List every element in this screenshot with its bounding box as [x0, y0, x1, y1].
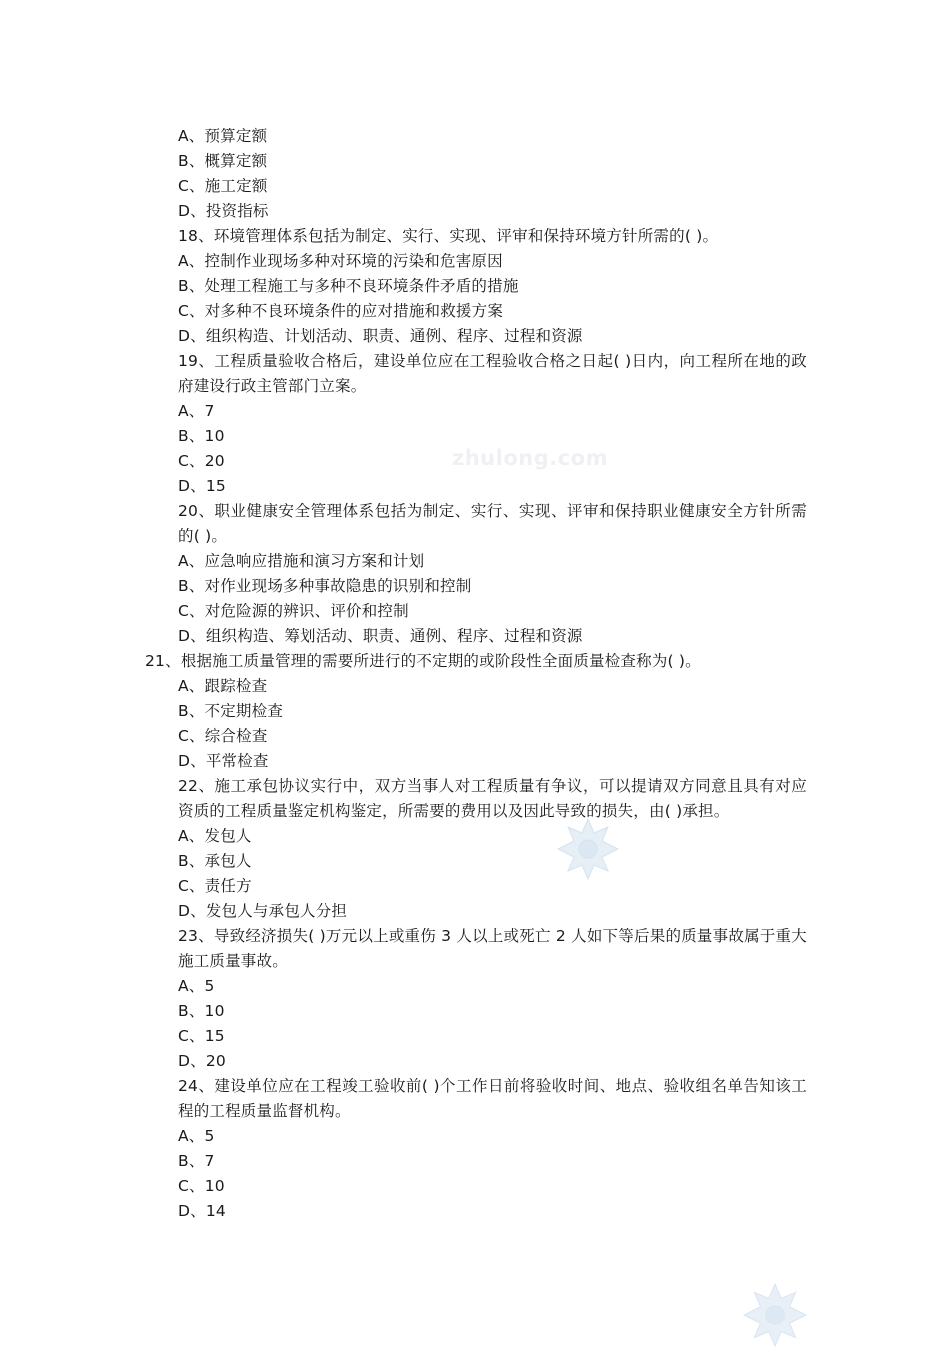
answer-option: D、14 [178, 1202, 226, 1220]
answer-option: D、组织构造、计划活动、职责、通例、程序、过程和资源 [178, 327, 583, 345]
question-list [145, 124, 807, 1224]
answer-option: B、对作业现场多种事故隐患的识别和控制 [178, 577, 472, 595]
answer-option: D、20 [178, 1052, 226, 1070]
answer-option: C、15 [178, 1027, 225, 1045]
answer-option: C、施工定额 [178, 177, 268, 195]
answer-option: B、10 [178, 1002, 225, 1020]
snowflake-watermark-icon [742, 1282, 808, 1348]
answer-option: C、综合检查 [178, 727, 268, 745]
question-text: 18、环境管理体系包括为制定、实行、实现、评审和保持环境方针所需的( )。 [178, 227, 719, 245]
answer-option: D、投资指标 [178, 202, 269, 220]
question-text: 24、建设单位应在工程竣工验收前( )个工作日前将验收时间、地点、验收组名单告知该工程的工程质量监督机构。 [178, 1077, 807, 1120]
answer-option: B、处理工程施工与多种不良环境条件矛盾的措施 [178, 277, 519, 295]
answer-option: C、对危险源的辨识、评价和控制 [178, 602, 409, 620]
answer-option: A、控制作业现场多种对环境的污染和危害原因 [178, 252, 503, 270]
answer-option: B、承包人 [178, 852, 252, 870]
answer-option: D、组织构造、筹划活动、职责、通例、程序、过程和资源 [178, 627, 583, 645]
answer-option: A、5 [178, 977, 215, 995]
answer-option: D、发包人与承包人分担 [178, 902, 348, 920]
answer-option: A、应急响应措施和演习方案和计划 [178, 552, 425, 570]
answer-option: A、发包人 [178, 827, 252, 845]
question-text: 23、导致经济损失( )万元以上或重伤 3 人以上或死亡 2 人如下等后果的质量事故属于重大施工质量事故。 [178, 927, 807, 970]
answer-option: B、不定期检查 [178, 702, 284, 720]
question-text: 22、施工承包协议实行中，双方当事人对工程质量有争议，可以提请双方同意且具有对应资质的工程质量鉴定机构鉴定，所需要的费用以及因此导致的损失，由( )承担。 [178, 777, 807, 820]
answer-option: A、跟踪检查 [178, 677, 268, 695]
answer-option: A、预算定额 [178, 127, 268, 145]
answer-option: A、5 [178, 1127, 215, 1145]
answer-option: D、平常检查 [178, 752, 269, 770]
question-text: 19、工程质量验收合格后，建设单位应在工程验收合格之日起( )日内，向工程所在地的政府建设行政主管部门立案。 [178, 352, 807, 395]
question-text: 20、职业健康安全管理体系包括为制定、实行、实现、评审和保持职业健康安全方针所需的( )。 [178, 502, 807, 545]
answer-option: C、责任方 [178, 877, 252, 895]
answer-option: B、10 [178, 427, 225, 445]
answer-option: C、10 [178, 1177, 225, 1195]
answer-option: B、7 [178, 1152, 215, 1170]
answer-option: C、对多种不良环境条件的应对措施和救援方案 [178, 302, 504, 320]
answer-option: B、概算定额 [178, 152, 268, 170]
answer-option: C、20 [178, 452, 225, 470]
answer-option: D、15 [178, 477, 226, 495]
watermark-text: zhulong.com [452, 446, 608, 470]
question-text: 21、根据施工质量管理的需要所进行的不定期的或阶段性全面质量检查称为( )。 [145, 652, 701, 670]
answer-option: A、7 [178, 402, 215, 420]
